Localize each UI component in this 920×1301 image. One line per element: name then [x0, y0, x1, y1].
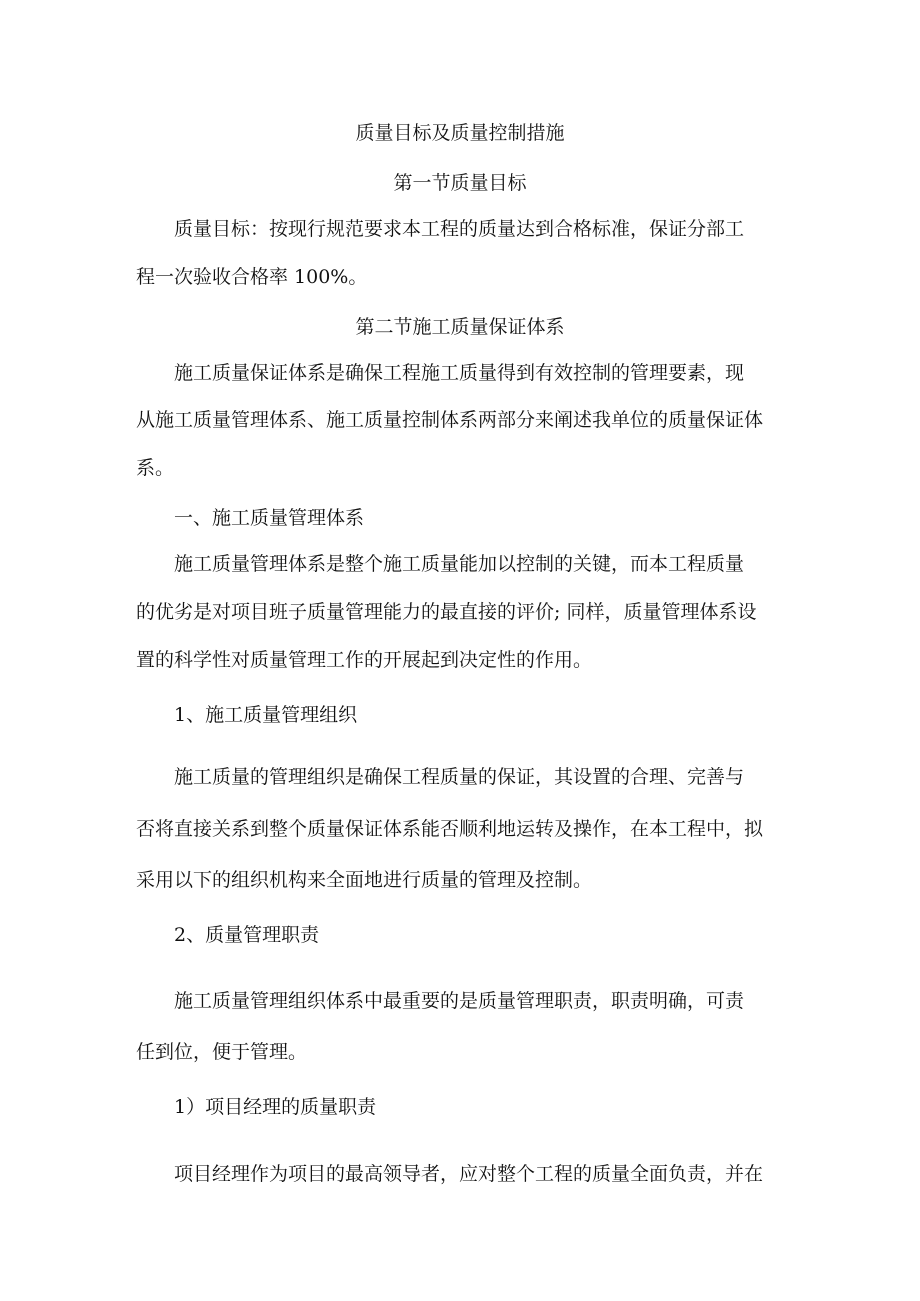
item-heading-organization: 1、施工质量管理组织 [174, 704, 358, 726]
subheading-management-system: 一、施工质量管理体系 [174, 507, 365, 529]
document-title: 质量目标及质量控制措施 [355, 122, 565, 144]
paragraph-line: 施工质量管理组织体系中最重要的是质量管理职责，职责明确，可责 [174, 990, 745, 1012]
paragraph-line: 施工质量保证体系是确保工程施工质量得到有效控制的管理要素，现 [174, 362, 745, 384]
item-heading-pm-duties: 1）项目经理的质量职责 [174, 1096, 377, 1118]
paragraph-line: 项目经理作为项目的最高领导者，应对整个工程的质量全面负责，并在 [174, 1163, 764, 1185]
paragraph-line: 系。 [136, 457, 175, 479]
paragraph-line: 施工质量的管理组织是确保工程质量的保证，其设置的合理、完善与 [174, 766, 745, 788]
paragraph-line: 施工质量管理体系是整个施工质量能加以控制的关键，而本工程质量 [174, 553, 745, 575]
item-heading-duties: 2、质量管理职责 [174, 924, 320, 946]
paragraph-line: 任到位，便于管理。 [136, 1041, 308, 1063]
section-heading-quality-system: 第二节施工质量保证体系 [355, 316, 565, 338]
paragraph-line: 程一次验收合格率 100%。 [136, 266, 368, 288]
paragraph-line: 置的科学性对质量管理工作的开展起到决定性的作用。 [136, 649, 593, 671]
paragraph-line: 否将直接关系到整个质量保证体系能否顺利地运转及操作，在本工程中，拟 [136, 818, 764, 840]
paragraph-line: 采用以下的组织机构来全面地进行质量的管理及控制。 [136, 869, 593, 891]
paragraph-line: 质量目标：按现行规范要求本工程的质量达到合格标准，保证分部工 [174, 218, 745, 240]
section-heading-quality-goal: 第一节质量目标 [393, 172, 527, 194]
paragraph-line: 从施工质量管理体系、施工质量控制体系两部分来阐述我单位的质量保证体 [136, 409, 764, 431]
paragraph-line: 的优劣是对项目班子质量管理能力的最直接的评价; 同样，质量管理体系设 [136, 601, 757, 623]
